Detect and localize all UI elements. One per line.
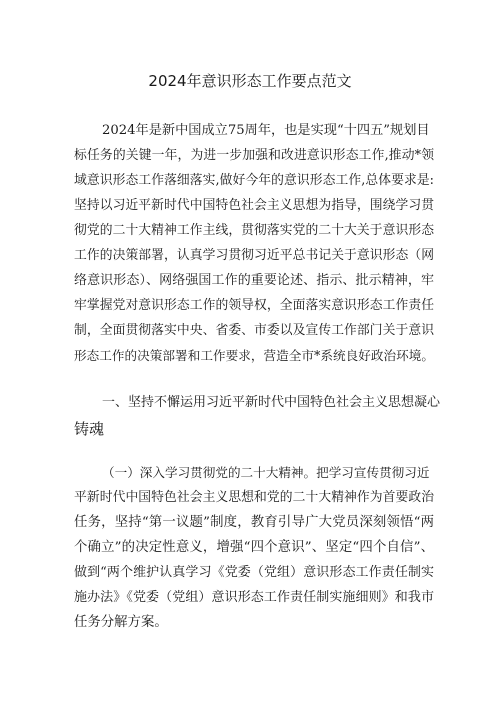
intro-line: 2024年是新中国成立75周年，也是实现“十四五”规划目 [102, 123, 430, 138]
intro-line: 制，全面贯彻落实中央、省委、市委以及宣传工作部门关于意识 [74, 323, 434, 338]
intro-line: 域意识形态工作落细落实,做好今年的意识形态工作,总体要求是: [74, 173, 434, 188]
intro-line: 络意识形态）、网络强国工作的重要论述、指示、批示精神，牢 [74, 273, 434, 288]
document-title: 2024年意识形态工作要点范文 [148, 72, 352, 90]
section-line: 做到“两个维护认真学习《党委（党组）意识形态工作责任制实 [74, 565, 434, 580]
intro-line: 牢掌握党对意识形态工作的领导权，全面落实意识形态工作责任 [74, 298, 434, 313]
section-line: 平新时代中国特色社会主义思想和党的二十大精神作为首要政治 [74, 490, 434, 505]
section-line: （一）深入学习贯彻党的二十大精神。把学习宣传贯彻习近 [102, 465, 430, 480]
intro-line: 工作的决策部署，认真学习贯彻习近平总书记关于意识形态（网 [74, 248, 434, 263]
section-line: 个确立”的决定性意义，增强“四个意识”、坚定“四个自信”、 [74, 540, 434, 555]
section-line: 任务分解方案。 [74, 615, 168, 630]
intro-line: 形态工作的决策部署和工作要求，营造全市*系统良好政治环境。 [74, 348, 434, 363]
intro-line: 彻党的二十大精神工作主线，贯彻落实党的二十大关于意识形态 [74, 223, 434, 238]
intro-line: 坚持以习近平新时代中国特色社会主义思想为指导，围绕学习贯 [74, 198, 434, 213]
section-heading-line: 铸魂 [74, 420, 105, 438]
intro-line: 标任务的关键一年，为进一步加强和改进意识形态工作,推动*领 [74, 148, 434, 163]
section-heading-line: 一、坚持不懈运用习近平新时代中国特色社会主义思想凝心 [102, 395, 441, 410]
section-line: 任务，坚持“第一议题”制度，教育引导广大党员深刻领悟“两 [74, 515, 434, 530]
section-line: 施办法》《党委（党组）意识形态工作责任制实施细则》和我市 [74, 590, 434, 605]
